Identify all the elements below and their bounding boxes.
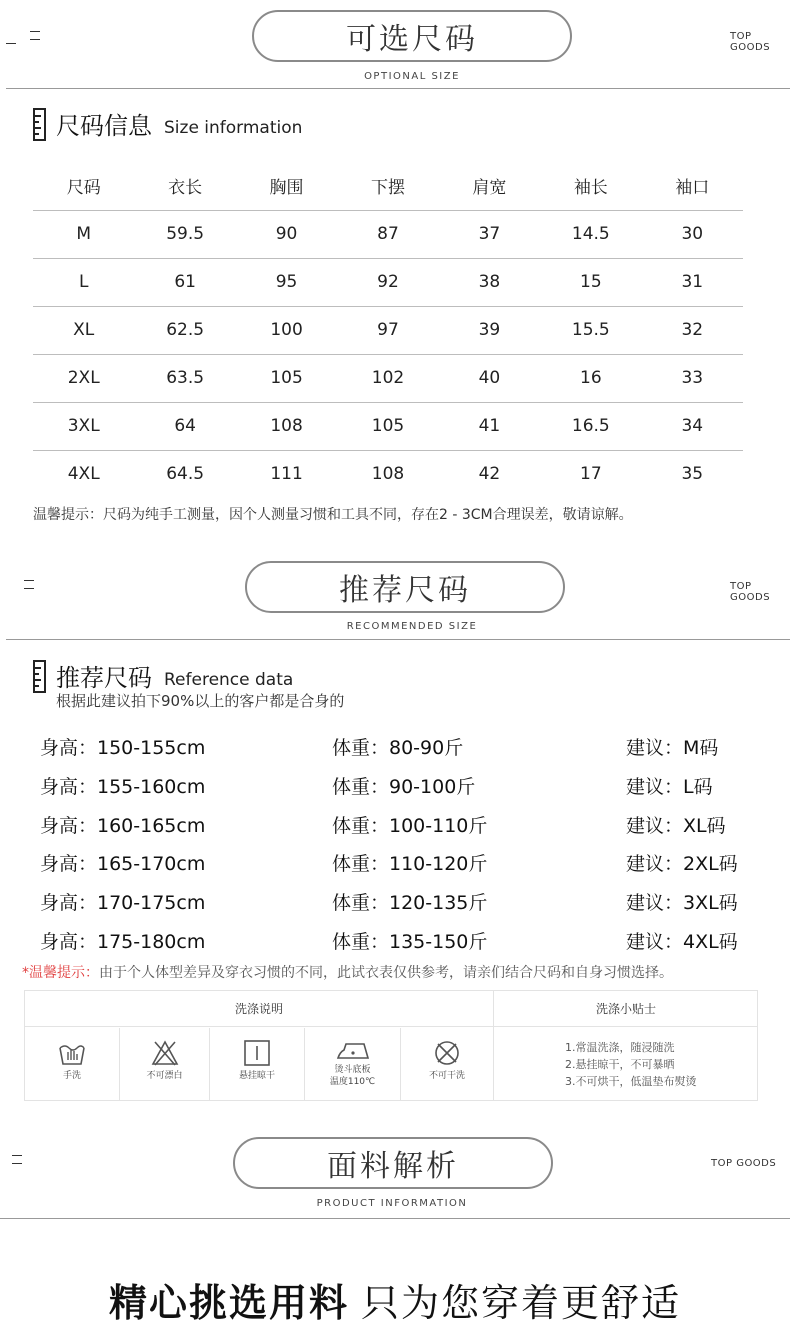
height-range: 身高：160-165cm: [40, 815, 206, 837]
care-label: 手洗: [62, 1071, 81, 1081]
table-row: [33, 258, 743, 306]
care-tip: 3.不可烘干，低温垫布熨烫: [565, 1075, 697, 1088]
height-range: 身高：165-170cm: [40, 853, 206, 875]
table-cell: 33: [642, 354, 743, 402]
reference-subtitle: 根据此建议拍下90%以上的客户都是合身的: [56, 692, 345, 710]
table-cell: 111: [270, 464, 303, 485]
table-cell: 15: [540, 258, 641, 306]
banner-subtitle: RECOMMENDED SIZE: [346, 621, 478, 632]
care-divider: [493, 991, 494, 1101]
care-instructions: [24, 990, 758, 1101]
table-row: [33, 450, 743, 498]
recommendation-row: [40, 811, 760, 841]
table-cell: 16.5: [540, 402, 641, 450]
banner-subtitle: PRODUCT INFORMATION: [316, 1198, 468, 1209]
care-symbol-iron: [305, 1028, 400, 1101]
care-header-right: 洗涤小贴士: [494, 991, 758, 1027]
table-cell: 63.5: [134, 354, 235, 402]
weight-range: 体重：90-100斤: [332, 776, 476, 798]
slogan: [0, 1272, 790, 1327]
table-cell: 37: [439, 210, 540, 258]
ruler-icon: [33, 108, 46, 141]
table-row: [33, 402, 743, 450]
table-cell: 41: [439, 402, 540, 450]
table-cell: 62.5: [134, 306, 235, 354]
height-range: 身高：175-180cm: [40, 931, 206, 953]
care-tips: [565, 1039, 697, 1090]
banner-title: 面料解析: [233, 1137, 553, 1189]
recommendation-row: [40, 733, 760, 763]
care-header-left: 洗涤说明: [25, 991, 493, 1027]
care-symbol-hand-wash: [25, 1028, 119, 1101]
reference-note-body: 由于个人体型差异及穿衣习惯的不同，此试衣表仅供参考，请亲们结合尺码和自身习惯选择。: [99, 965, 673, 981]
slogan-bold: 精心挑选用料: [108, 1281, 349, 1325]
banner-dash: [24, 580, 34, 581]
reference-heading: [33, 660, 293, 693]
weight-range: 体重：100-110斤: [332, 815, 488, 837]
size-table: [33, 162, 743, 498]
table-row: [33, 354, 743, 402]
size-table-header: [33, 162, 743, 210]
suggested-size: 建议：M码: [626, 737, 719, 759]
table-cell: 4XL: [67, 464, 100, 485]
recommendation-row: [40, 888, 760, 918]
table-cell: 31: [642, 258, 743, 306]
care-label: 烫斗底板: [334, 1065, 371, 1075]
table-cell: 95: [236, 258, 337, 306]
table-cell: 34: [642, 402, 743, 450]
reference-title: 推荐尺码: [56, 664, 152, 692]
recommended-size-banner: [0, 550, 790, 642]
table-cell: 30: [642, 210, 743, 258]
slogan-light: 只为您穿着更舒适: [361, 1281, 682, 1325]
table-cell: XL: [33, 306, 134, 354]
column-header: 袖口: [642, 162, 743, 210]
table-cell: 14.5: [540, 210, 641, 258]
care-tip: 1.常温洗涤，随浸随洗: [565, 1041, 675, 1054]
care-symbol-no-bleach: [120, 1028, 209, 1101]
no-bleach-icon: [151, 1040, 179, 1066]
column-header: 下摆: [337, 162, 438, 210]
table-cell: 16: [540, 354, 641, 402]
weight-range: 体重：120-135斤: [332, 892, 488, 914]
column-header: 袖长: [540, 162, 641, 210]
column-header: 胸围: [236, 162, 337, 210]
height-range: 身高：155-160cm: [40, 776, 206, 798]
table-cell: 105: [337, 402, 438, 450]
banner-tag: TOP GOODS: [730, 31, 771, 53]
table-cell: 59.5: [134, 210, 235, 258]
banner-subtitle: OPTIONAL SIZE: [364, 71, 460, 82]
table-cell: 61: [134, 258, 235, 306]
column-header: 肩宽: [439, 162, 540, 210]
reference-title-en: Reference data: [164, 670, 294, 690]
table-cell: 38: [439, 258, 540, 306]
reference-note-prefix: *温馨提示：: [22, 965, 99, 981]
table-cell: 108: [371, 464, 405, 485]
size-note: 温馨提示：尺码为纯手工测量，因个人测量习惯和工具不同，存在2 - 3CM合理误差，敬请谅解。: [33, 507, 633, 523]
suggested-size: 建议：L码: [626, 776, 713, 798]
table-cell: 32: [642, 306, 743, 354]
banner-dash: [30, 39, 40, 40]
care-label: 不可漂白: [146, 1071, 183, 1081]
table-cell: 35: [681, 464, 704, 485]
weight-range: 体重：110-120斤: [332, 853, 488, 875]
table-cell: 3XL: [33, 402, 134, 450]
recommendation-row: [40, 772, 760, 802]
banner-tag: TOP GOODS: [711, 1158, 777, 1169]
table-cell: M: [33, 210, 134, 258]
table-row: [33, 210, 743, 258]
care-label: 不可干洗: [428, 1071, 465, 1081]
care-label-temp: 温度110℃: [329, 1077, 376, 1087]
size-info-title-en: Size information: [164, 118, 303, 138]
column-header: 尺码: [33, 162, 134, 210]
banner-dash: [12, 1155, 22, 1156]
banner-dash: [24, 588, 34, 589]
table-cell: 2XL: [33, 354, 134, 402]
care-tip: 2.悬挂晾干，不可暴晒: [565, 1058, 675, 1071]
banner-dash: [6, 43, 16, 44]
table-cell: 92: [337, 258, 438, 306]
table-cell: 42: [478, 464, 501, 485]
suggested-size: 建议：2XL码: [626, 853, 738, 875]
table-cell: 39: [439, 306, 540, 354]
table-cell: 40: [439, 354, 540, 402]
table-cell: 105: [236, 354, 337, 402]
care-symbol-hang-dry: [210, 1028, 304, 1101]
size-info-heading: [33, 108, 302, 141]
banner-title: 推荐尺码: [245, 561, 565, 613]
recommendation-row: [40, 927, 760, 957]
table-cell: 64.5: [166, 464, 205, 485]
care-label: 悬挂晾干: [238, 1071, 275, 1081]
table-row: [33, 306, 743, 354]
table-cell: 90: [236, 210, 337, 258]
table-cell: 64: [134, 402, 235, 450]
product-info-banner: [0, 1128, 790, 1220]
optional-size-banner: [0, 0, 790, 90]
hand-wash-icon: [58, 1040, 86, 1066]
table-cell: 100: [236, 306, 337, 354]
care-symbol-no-dry-clean: [401, 1028, 493, 1101]
hang-dry-icon: [243, 1040, 271, 1066]
ruler-icon: [33, 660, 46, 693]
suggested-size: 建议：3XL码: [626, 892, 738, 914]
size-info-title: 尺码信息: [56, 112, 152, 140]
suggested-size: 建议：4XL码: [626, 931, 738, 953]
banner-title: 可选尺码: [252, 10, 572, 62]
no-dry-clean-icon: [433, 1040, 461, 1066]
table-cell: 97: [337, 306, 438, 354]
reference-note: [22, 962, 673, 982]
table-cell: 15.5: [540, 306, 641, 354]
weight-range: 体重：135-150斤: [332, 931, 488, 953]
banner-rule: [6, 639, 790, 640]
weight-range: 体重：80-90斤: [332, 737, 464, 759]
table-cell: 108: [236, 402, 337, 450]
banner-rule: [6, 88, 790, 89]
recommendation-row: [40, 849, 760, 879]
height-range: 身高：150-155cm: [40, 737, 206, 759]
banner-dash: [30, 31, 40, 32]
table-cell: 87: [337, 210, 438, 258]
banner-dash: [12, 1163, 22, 1164]
banner-rule: [0, 1218, 790, 1219]
table-cell: 17: [580, 464, 602, 485]
iron-icon: [336, 1038, 370, 1060]
table-cell: 102: [337, 354, 438, 402]
height-range: 身高：170-175cm: [40, 892, 206, 914]
table-cell: L: [33, 258, 134, 306]
suggested-size: 建议：XL码: [626, 815, 726, 837]
banner-tag: TOP GOODS: [730, 581, 771, 603]
column-header: 衣长: [134, 162, 235, 210]
